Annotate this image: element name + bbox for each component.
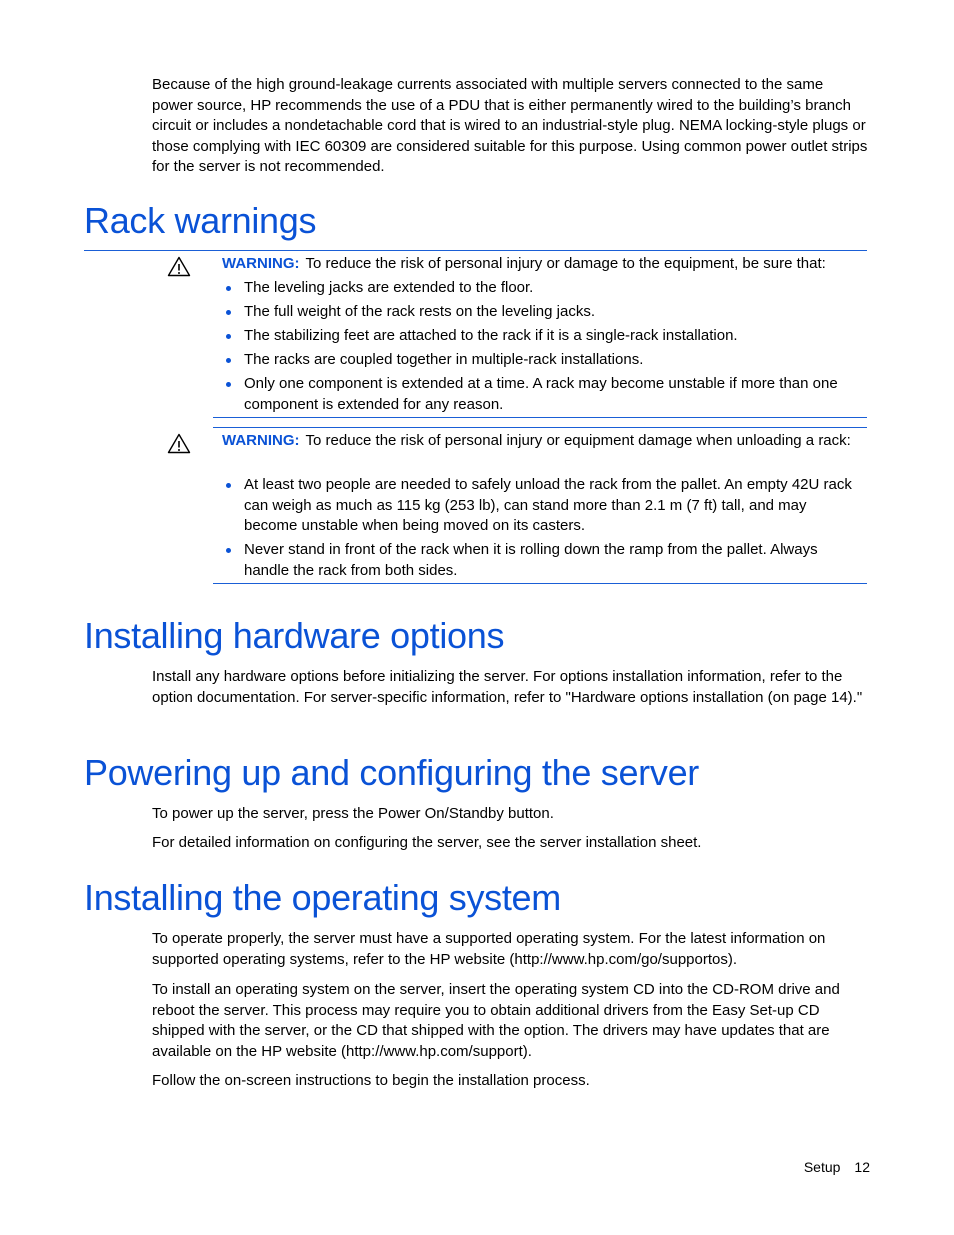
operating-system-heading: Installing the operating system: [84, 877, 561, 918]
heading-rule: [84, 250, 867, 251]
list-item: Never stand in front of the rack when it is rolling down the ramp from the pallet. Always handle the rack from both sides.: [222, 540, 862, 581]
page-footer: [804, 1157, 870, 1177]
list-item: The leveling jacks are extended to the floor.: [222, 278, 862, 299]
warning-divider: [213, 417, 867, 428]
rack-warnings-heading: Rack warnings: [84, 200, 317, 241]
warning-2-list: [222, 475, 862, 581]
hardware-options-paragraph: Install any hardware options before initializing the server. For options installation information, refer to the option documentation. For server-specific information, refer to "Hardware options installation (on page 14).": [152, 668, 863, 706]
operating-system-paragraph-2: To install an operating system on the server, insert the operating system CD into the CD-ROM drive and reboot the server. This process may require you to obtain additional drivers from the Easy Set-up CD shipped with the server, or the CD that shipped with the option. The drivers may have updates that are available on the HP website (http://www.hp.com/support).: [152, 981, 840, 1060]
footer-section: Setup: [803, 1159, 841, 1175]
warning-1-body: To reduce the risk of personal injury or damage to the equipment, be sure that:: [305, 255, 826, 272]
warning-triangle-icon: [167, 256, 191, 277]
warning-triangle-icon: [167, 433, 191, 454]
operating-system-paragraph-3: Follow the on-screen instructions to begin the installation process.: [152, 1072, 590, 1089]
operating-system-paragraph-1: To operate properly, the server must have a supported operating system. For the latest information on supported operating systems, refer to the HP website (http://www.hp.com/go/supportos).: [152, 930, 826, 968]
list-item: Only one component is extended at a time. A rack may become unstable if more than one component is extended for any reason.: [222, 374, 862, 415]
warning-label: WARNING:: [222, 432, 300, 449]
list-item: At least two people are needed to safely unload the rack from the pallet. An empty 42U rack can weigh as much as 115 kg (253 lb), can stand more than 2.1 m (7 ft) tall, and may become unstable when being moved on its casters.: [222, 475, 862, 537]
warning-1-list: [222, 278, 862, 415]
warning-label: WARNING:: [222, 255, 300, 272]
powering-up-paragraph-1: To power up the server, press the Power On/Standby button.: [152, 805, 554, 822]
powering-up-heading: Powering up and configuring the server: [84, 752, 699, 793]
warning-2-text: [222, 431, 862, 452]
list-item: The full weight of the rack rests on the leveling jacks.: [222, 302, 862, 323]
hardware-options-heading: Installing hardware options: [84, 615, 505, 656]
powering-up-paragraph-2: For detailed information on configuring the server, see the server installation sheet.: [152, 834, 702, 851]
page-number: 12: [854, 1159, 870, 1175]
list-item: The racks are coupled together in multiple-rack installations.: [222, 350, 862, 371]
list-item: The stabilizing feet are attached to the rack if it is a single-rack installation.: [222, 326, 862, 347]
intro-paragraph: Because of the high ground-leakage currents associated with multiple servers connected to the same power source, HP recommends the use of a PDU that is either permanently wired to the building’s branch circuit or includes a nondetachable cord that is wired to an industrial-style plug. NEMA locking-style plugs or those complying with IEC 60309 are considered suitable for this purpose. Using common power outlet strips for the server is not recommended.: [152, 76, 868, 175]
warning-bottom-rule: [213, 583, 867, 584]
warning-2-body: To reduce the risk of personal injury or equipment damage when unloading a rack:: [305, 432, 851, 449]
warning-1-text: [222, 254, 862, 275]
